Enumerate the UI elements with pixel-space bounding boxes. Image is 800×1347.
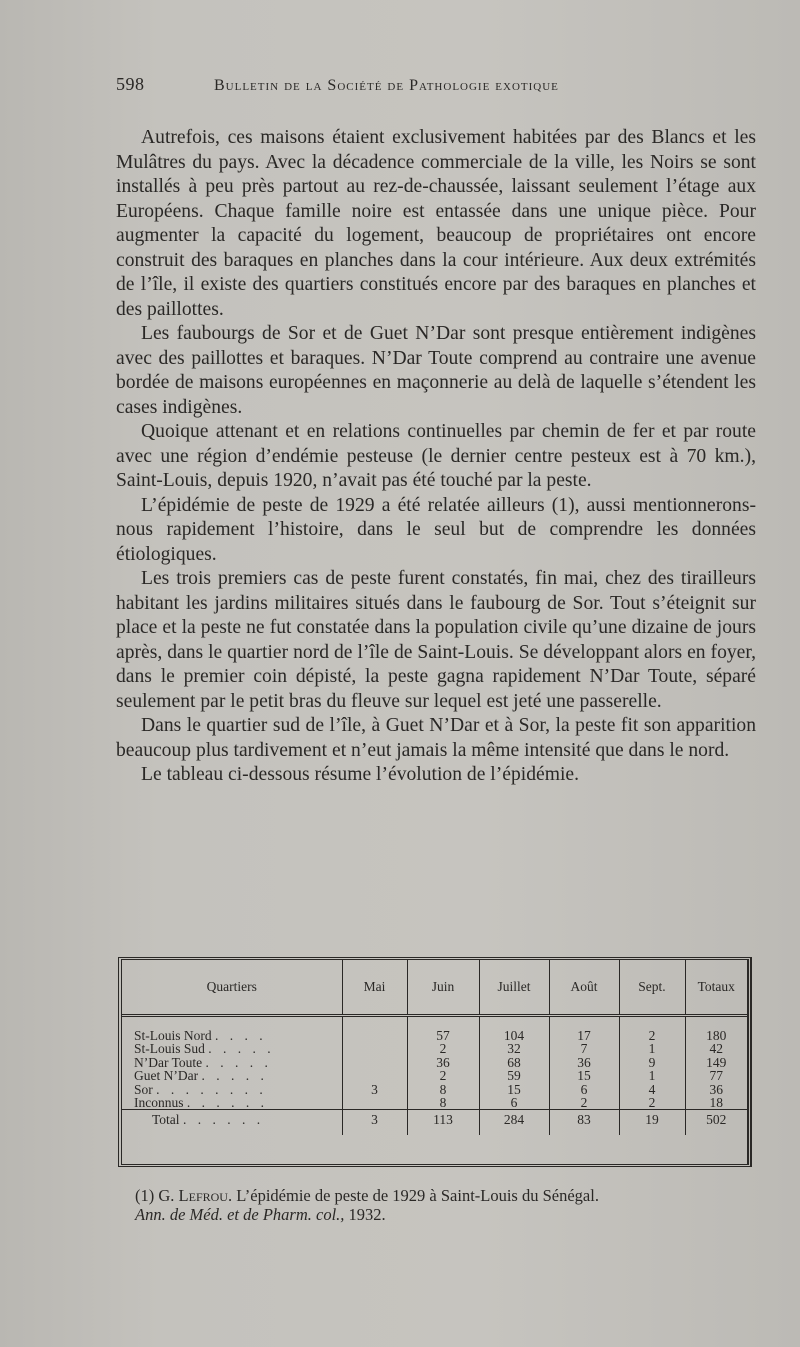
column-header-quartiers: Quartiers [122,960,342,1016]
table-row [122,1069,747,1082]
cell-total: 502 [685,1110,747,1136]
column-header-juillet: Juillet [479,960,549,1016]
cell-sept: 1 [619,1069,685,1082]
table-header-row [122,960,747,1016]
cell-sept: 19 [619,1110,685,1136]
paragraph: Dans le quartier sud de l’île, à Guet N’Dar et à Sor, la peste fit son apparition beaucoup plus tardivement et n’eut jamais la même intensité que dans le nord. [116,715,756,761]
table-total-row [122,1110,747,1136]
row-label: St-Louis Sud . . . . . [134,1041,275,1057]
cell-aout: 2 [549,1096,619,1110]
column-header-sept: Sept. [619,960,685,1016]
cell-aout: 36 [549,1056,619,1069]
page-number: 598 [116,74,145,94]
footnote-journal: Ann. de Méd. et de Pharm. col., [135,1205,345,1224]
cell-total: 18 [685,1096,747,1110]
footnote-author: Lefrou. [178,1186,233,1205]
footnote-marker: (1) G. [135,1186,175,1205]
column-header-totaux: Totaux [685,960,747,1016]
paragraph: Quoique attenant et en relations continuelles par chemin de fer et par route avec une région d’endémie pesteuse (le dernier centre pesteux est à 70 km.), Saint-Louis, depuis 1920, n’avait pas été touché par la peste. [116,421,756,491]
cell-mai: 3 [342,1110,407,1136]
cell-mai [342,1016,407,1043]
cell-juillet: 32 [479,1042,549,1055]
cell-sept: 2 [619,1016,685,1043]
table-row [122,1096,747,1110]
cell-juillet: 15 [479,1083,549,1096]
table-row [122,1083,747,1096]
cell-juin: 2 [407,1069,479,1082]
cell-juillet: 104 [479,1016,549,1043]
paragraph: L’épidémie de peste de 1929 a été relatée ailleurs (1), aussi mentionnerons-nous rapidement l’histoire, dans le seul but de comprendre les données étiologiques. [116,494,756,565]
cell-juin: 57 [407,1016,479,1043]
footnote [135,1186,775,1224]
cell-mai [342,1042,407,1055]
cell-juillet: 68 [479,1056,549,1069]
footnote-text: L’épidémie de peste de 1929 à Saint-Louis du Sénégal. [236,1186,599,1205]
paragraph: Le tableau ci-dessous résume l’évolution de l’épidémie. [141,764,579,785]
cell-sept: 4 [619,1083,685,1096]
cell-total: 42 [685,1042,747,1055]
cell-juillet: 284 [479,1110,549,1136]
cell-sept: 2 [619,1096,685,1110]
cell-aout: 6 [549,1083,619,1096]
cell-juillet: 59 [479,1069,549,1082]
cell-juin: 36 [407,1056,479,1069]
cell-juin: 113 [407,1110,479,1136]
cell-aout: 17 [549,1016,619,1043]
column-header-mai: Mai [342,960,407,1016]
row-label: Inconnus . . . . . . [134,1095,268,1111]
cell-sept: 1 [619,1042,685,1055]
cell-aout: 15 [549,1069,619,1082]
cell-mai [342,1096,407,1110]
column-header-juin: Juin [407,960,479,1016]
paragraph: Autrefois, ces maisons étaient exclusivement habitées par des Blancs et les Mulâtres du pays. Avec la décadence commerciale de la ville, les Noirs se sont installés à peu près partout au rez-de-chaussée, laissant seulement l’étage aux Européens. Chaque famille noire est entassée dans une unique pièce. Pour augmenter la capacité du logement, beaucoup de propriétaires ont encore construit des baraques en planches dans la cour intérieure. Aux deux extrémités de l’île, il existe des quartiers constitués encore par des baraques en planches et des paillottes. [116,127,756,320]
cell-mai [342,1069,407,1082]
cell-total: 149 [685,1056,747,1069]
footnote-year: 1932. [348,1205,386,1224]
cell-sept: 9 [619,1056,685,1069]
cell-total: 36 [685,1083,747,1096]
row-label: Sor . . . . . . . . [134,1081,267,1097]
cell-juin: 2 [407,1042,479,1055]
cell-aout: 83 [549,1110,619,1136]
cell-juillet: 6 [479,1096,549,1110]
row-label: Total . . . . . . [122,1110,342,1136]
cell-aout: 7 [549,1042,619,1055]
running-title: Bulletin de la Société de Pathologie exotique [214,77,559,94]
table-row [122,1016,747,1043]
row-label: St-Louis Nord . . . . [134,1028,267,1043]
row-label: Guet N’Dar . . . . . [134,1068,268,1084]
cell-juin: 8 [407,1096,479,1110]
paragraph: Les trois premiers cas de peste furent constatés, fin mai, chez des tirailleurs habitant les jardins militaires situés dans le faubourg de Sor. Tout s’éteignit sur place et la peste ne fut constatée dans la population civile qu’une dizaine de jours après, dans le quartier nord de l’île de Saint-Louis. Se développant alors en foyer, dans le premier coin dépisté, la peste gagna rapidement N’Dar Toute, séparé seulement par le petit bras du fleuve sur lequel est jeté une passerelle. [116,568,756,712]
cell-mai [342,1056,407,1069]
row-label: N’Dar Toute . . . . . [134,1054,272,1070]
paragraph: Les faubourgs de Sor et de Guet N’Dar sont presque entièrement indigènes avec des paillottes et baraques. N’Dar Toute comprend au contraire une avenue bordée de maisons européennes en maçonnerie au delà de laquelle s’étendent les cases indigènes. [116,323,756,418]
cell-total: 180 [685,1016,747,1043]
table-row [122,1042,747,1055]
cell-mai: 3 [342,1083,407,1096]
column-header-aout: Août [549,960,619,1016]
body-text [116,126,756,788]
cell-total: 77 [685,1069,747,1082]
cell-juin: 8 [407,1083,479,1096]
epidemic-table [118,957,752,1167]
table-row [122,1056,747,1069]
